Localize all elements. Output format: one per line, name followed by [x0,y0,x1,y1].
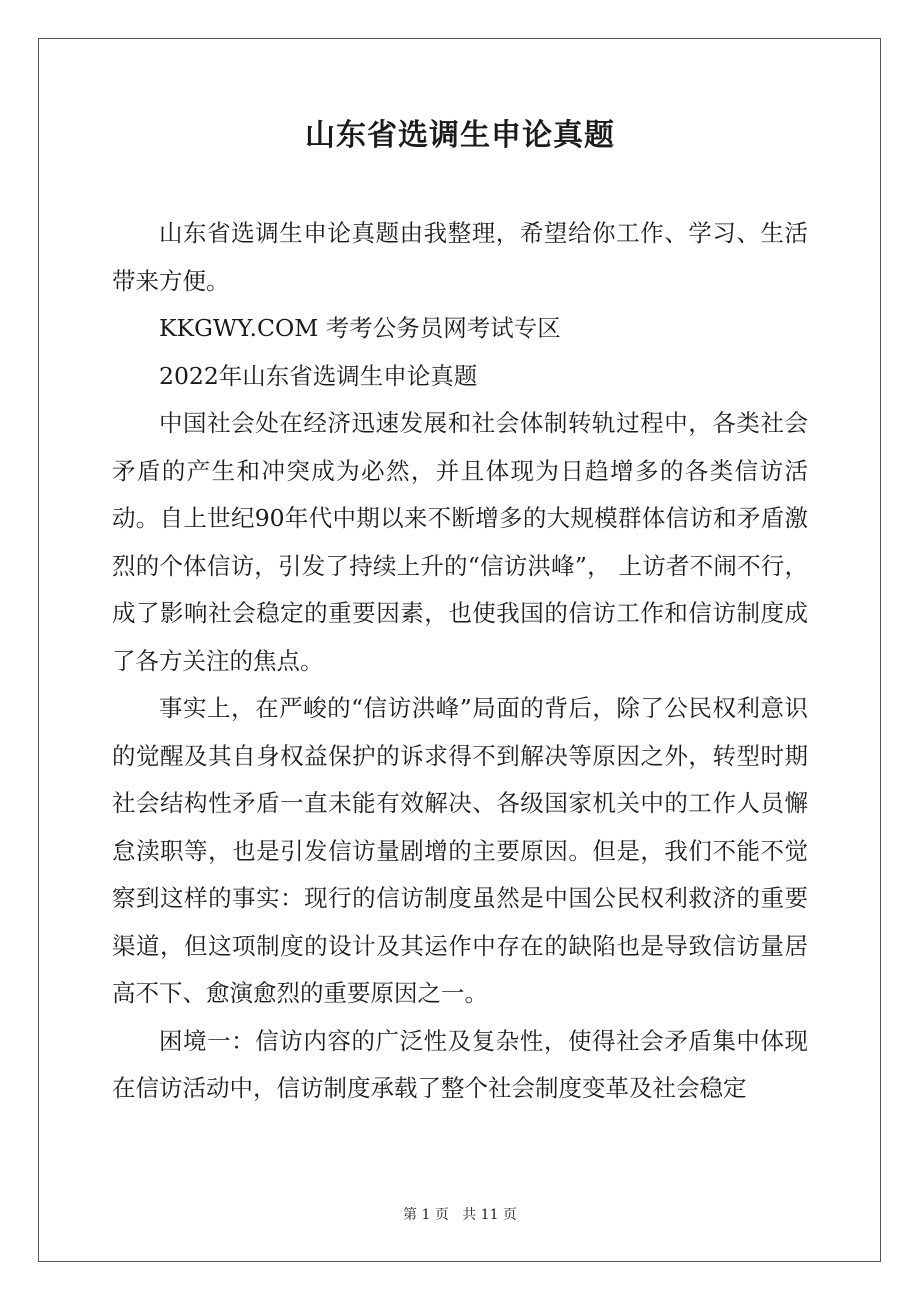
paragraph-background: 中国社会处在经济迅速发展和社会体制转轨过程中，各类社会矛盾的产生和冲突成为必然，并且体现为日趋增多的各类信访活动。自上世纪90年代中期以来不断增多的大规模群体信访和矛盾激烈的个体信访，引发了持续上升的“信访洪峰”， 上访者不闹不行，成了影响社会稳定的重要因素，也使我国的信访工作和信访制度成了各方关注的焦点。 [112,409,808,675]
paragraph-subtitle: 2022年山东省选调生申论真题 [159,361,478,390]
document-title: 山东省选调生申论真题 [305,118,615,153]
paragraph-intro: 山东省选调生申论真题由我整理，希望给你工作、学习、生活带来方便。 [112,219,808,295]
page-total: 共 11 页 [462,1207,517,1223]
paragraph-dilemma-one: 困境一：信访内容的广泛性及复杂性，使得社会矛盾集中体现在信访活动中，信访制度承载了整个社会制度变革及社会稳定 [112,1026,808,1102]
page-footer [0,1205,920,1225]
document-body [112,210,808,1113]
page-number: 第 1 页 [403,1207,449,1223]
paragraph-source: KKGWY.COM 考考公务员网考试专区 [159,314,561,342]
paragraph-analysis: 事实上，在严峻的“信访洪峰”局面的背后，除了公民权利意识的觉醒及其自身权益保护的诉求得不到解决等原因之外，转型时期社会结构性矛盾一直未能有效解决、各级国家机关中的工作人员懈怠渎职等，也是引发信访量剧增的主要原因。但是，我们不能不觉察到这样的事实：现行的信访制度虽然是中国公民权利救济的重要渠道，但这项制度的设计及其运作中存在的缺陷也是导致信访量居高不下、愈演愈烈的重要原因之一。 [112,694,808,1007]
